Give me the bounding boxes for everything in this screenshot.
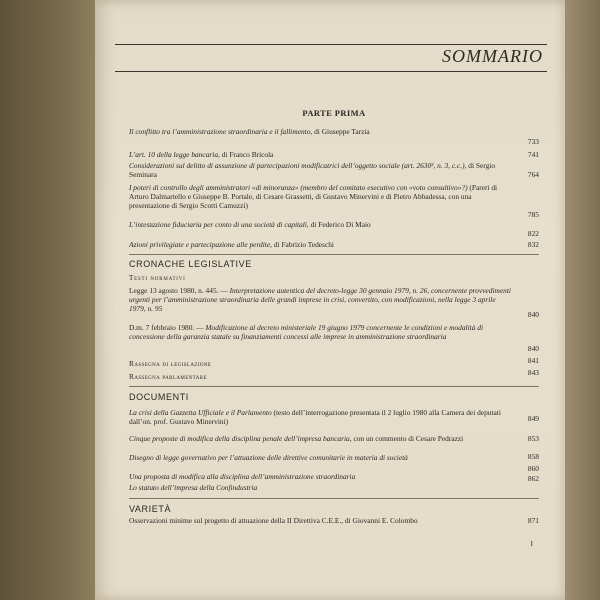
- section-title-documenti: DOCUMENTI: [129, 392, 189, 402]
- page-number: 733: [527, 137, 539, 146]
- section-title-parte-prima: PARTE PRIMA: [302, 108, 366, 118]
- page-number: 860: [527, 464, 539, 473]
- page-number: 853: [527, 434, 539, 443]
- toc-entry: Azioni privilegiate e partecipazione alle perdite, di Fabrizio Tedeschi: [129, 240, 334, 249]
- page-number: 764: [527, 170, 539, 179]
- toc-entry: Lo statuto dell’impresa della Confindustria: [129, 483, 258, 492]
- toc-entry: La crisi della Gazzetta Ufficiale e il Parlamento (testo dell’interrogazione presentata il 2 luglio 1980 alla Camera dei deputati dall’on. prof. Gustavo Minervini): [129, 408, 501, 426]
- facing-page-edge: [565, 0, 600, 600]
- page-folio: I: [530, 540, 533, 548]
- page-number: 832: [527, 240, 539, 249]
- page-number: 871: [527, 516, 539, 525]
- toc-entry: Considerazioni sul delitto di assunzione di partecipazioni modificatrici dell’oggetto sociale (art. 2630², n. 3, c.c.), di Sergio Seminara: [129, 161, 496, 179]
- toc-entry: Rassegna di legislazione: [129, 359, 212, 368]
- toc-entry: Disegno di legge governativo per l’attuazione delle direttive comunitarie in materia di società: [129, 453, 408, 462]
- page-header: [115, 44, 547, 72]
- page-number: 843: [527, 368, 539, 377]
- page-number: 785: [527, 210, 539, 219]
- page-title: SOMMARIO: [442, 46, 543, 66]
- page-number: 741: [527, 150, 539, 159]
- book-spine-shadow: [0, 0, 95, 600]
- page-number: 840: [527, 344, 539, 353]
- toc-entry: D.m. 7 febbraio 1980. — Modificazione al decreto ministeriale 19 giugno 1979 concernente le condizioni e modalità di concessione della garanzia statale su finanziamenti concessi alle imprese in amministrazione straordinaria: [129, 323, 484, 341]
- page-number: 841: [527, 356, 539, 365]
- toc-entry: Il conflitto tra l’amministrazione straordinaria e il fallimento, di Giuseppe Tarzia: [129, 127, 370, 136]
- toc-entry: Una proposta di modifica alla disciplina dell’amministrazione straordinaria: [129, 472, 356, 481]
- section-subtitle: Testi normativi: [129, 274, 186, 282]
- document-page: [95, 0, 565, 600]
- section-title-varieta: VARIETÀ: [129, 504, 172, 514]
- toc-entry: Legge 13 agosto 1980, n. 445. — Interpretazione autentica del decreto-legge 30 gennaio 1979, n. 26, concernente provvedimenti urgenti per l’amministrazione straordinaria delle grandi imprese in crisi, convertito, con modificazioni, nella legge 3 aprile 1979, n. 95: [129, 286, 511, 313]
- toc-entry: Cinque proposte di modifica della disciplina penale dell’impresa bancaria, con un commento di Cesare Pedrazzi: [129, 434, 464, 443]
- section-rule: [129, 498, 539, 499]
- section-rule: [129, 254, 539, 255]
- page-number: 840: [527, 310, 539, 319]
- toc-entry: L’art. 10 della legge bancaria, di Franco Bricola: [129, 150, 274, 159]
- section-rule: [129, 386, 539, 387]
- page-number: 862: [527, 474, 539, 483]
- page-number: 849: [527, 414, 539, 423]
- toc-entry: L’intestazione fiduciaria per conto di una società di capitali, di Federico Di Maio: [129, 220, 371, 229]
- toc-entry: Osservazioni minime sul progetto di attuazione della II Direttiva C.E.E., di Giovanni E. Colombo: [129, 516, 418, 525]
- page-number: 822: [527, 229, 539, 238]
- section-title-cronache: CRONACHE LEGISLATIVE: [129, 259, 252, 269]
- toc-entry: Rassegna parlamentare: [129, 372, 207, 381]
- page-number: 858: [527, 452, 539, 461]
- toc-entry: I poteri di controllo degli amministratori «di minoranza» (membro del comitato esecutivo con «voto consultivo»?) (Pareri di Arturo Dalmartello e Giuseppe B. Portale, di Cesare Grassetti, di Gustavo Minervini e di Pietro Abbadessa, con una presentazione di Sergio Scotti Camuzzi): [129, 183, 498, 210]
